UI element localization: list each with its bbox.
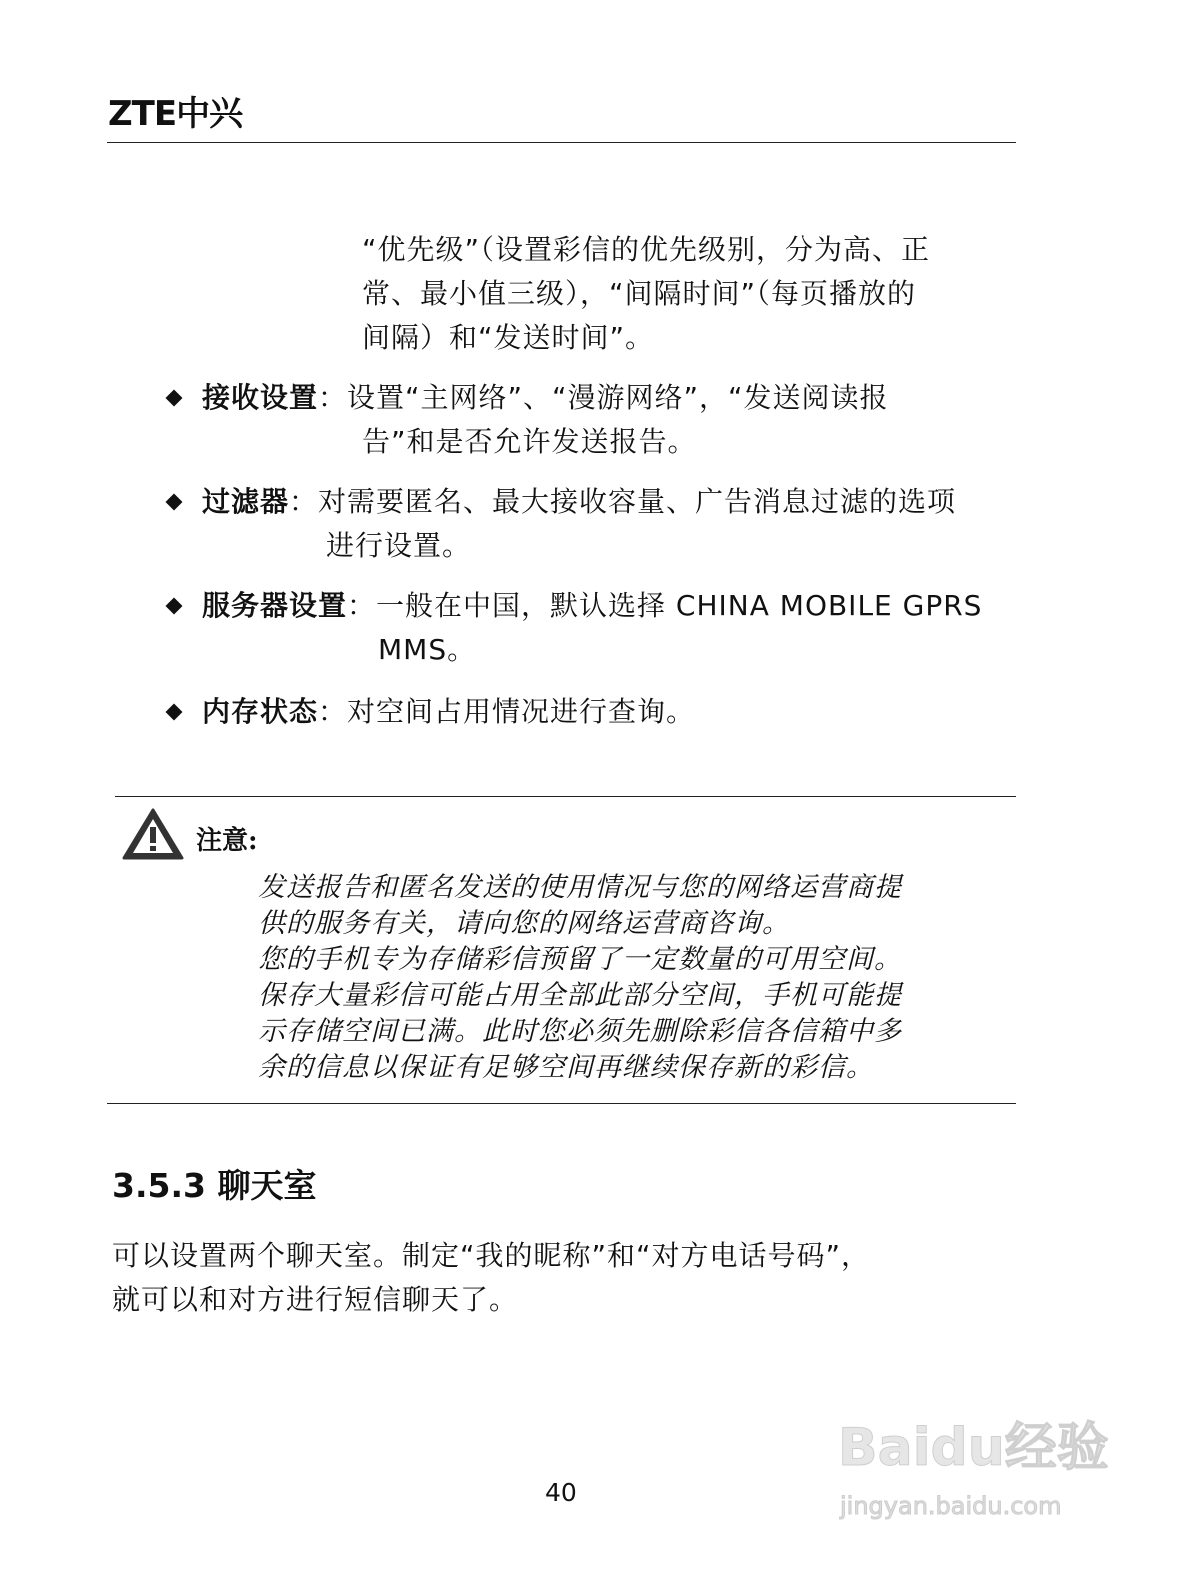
bullet-diamond-icon: [166, 494, 183, 511]
bullet-server-settings: 服务器设置：一般在中国，默认选择 CHINA MOBILE GPRS: [202, 589, 983, 622]
note-line: 示存储空间已满。此时您必须先删除彩信各信箱中多: [258, 1016, 902, 1047]
note-line: 保存大量彩信可能占用全部此部分空间，手机可能提: [258, 980, 902, 1011]
note-label: 注意:: [196, 826, 258, 856]
bullet-diamond-icon: [166, 598, 183, 615]
bullet-filter: 过滤器：对需要匿名、最大接收容量、广告消息过滤的选项: [202, 485, 957, 518]
bullet-receive-settings: 接收设置：设置“主网络”、“漫游网络”，“发送阅读报: [202, 381, 889, 414]
note-line: 余的信息以保证有足够空间再继续保存新的彩信。: [258, 1052, 874, 1083]
note-top-rule: [115, 796, 1016, 797]
bullet-diamond-icon: [166, 390, 183, 407]
intro-line: 常、最小值三级），“间隔时间”（每页播放的: [362, 277, 917, 310]
bullet-line: MMS。: [378, 633, 477, 666]
intro-line: 间隔）和“发送时间”。: [362, 321, 655, 354]
header-rule: [107, 142, 1016, 143]
section-heading: 3.5.3 聊天室: [112, 1166, 317, 1205]
section-line: 可以设置两个聊天室。制定“我的昵称”和“对方电话号码”，: [112, 1239, 871, 1272]
bullet-memory-status: 内存状态：对空间占用情况进行查询。: [202, 695, 696, 728]
note-line: 供的服务有关，请向您的网络运营商咨询。: [258, 908, 790, 939]
baidu-watermark-logo: Baidu经验: [838, 1418, 1109, 1478]
section-line: 就可以和对方进行短信聊天了。: [112, 1283, 519, 1316]
intro-line: “优先级”（设置彩信的优先级别，分为高、正: [362, 233, 931, 266]
watermark-url: jingyan.baidu.com: [840, 1492, 1062, 1520]
page-number: 40: [545, 1478, 577, 1507]
note-line: 发送报告和匿名发送的使用情况与您的网络运营商提: [258, 872, 902, 903]
note-bottom-rule: [107, 1103, 1016, 1104]
zte-logo: ZTE中兴: [108, 94, 243, 134]
bullet-line: 进行设置。: [326, 529, 472, 562]
bullet-line: 告”和是否允许发送报告。: [362, 425, 697, 458]
warning-icon: [121, 806, 185, 862]
bullet-diamond-icon: [166, 704, 183, 721]
note-line: 您的手机专为存储彩信预留了一定数量的可用空间。: [258, 944, 902, 975]
